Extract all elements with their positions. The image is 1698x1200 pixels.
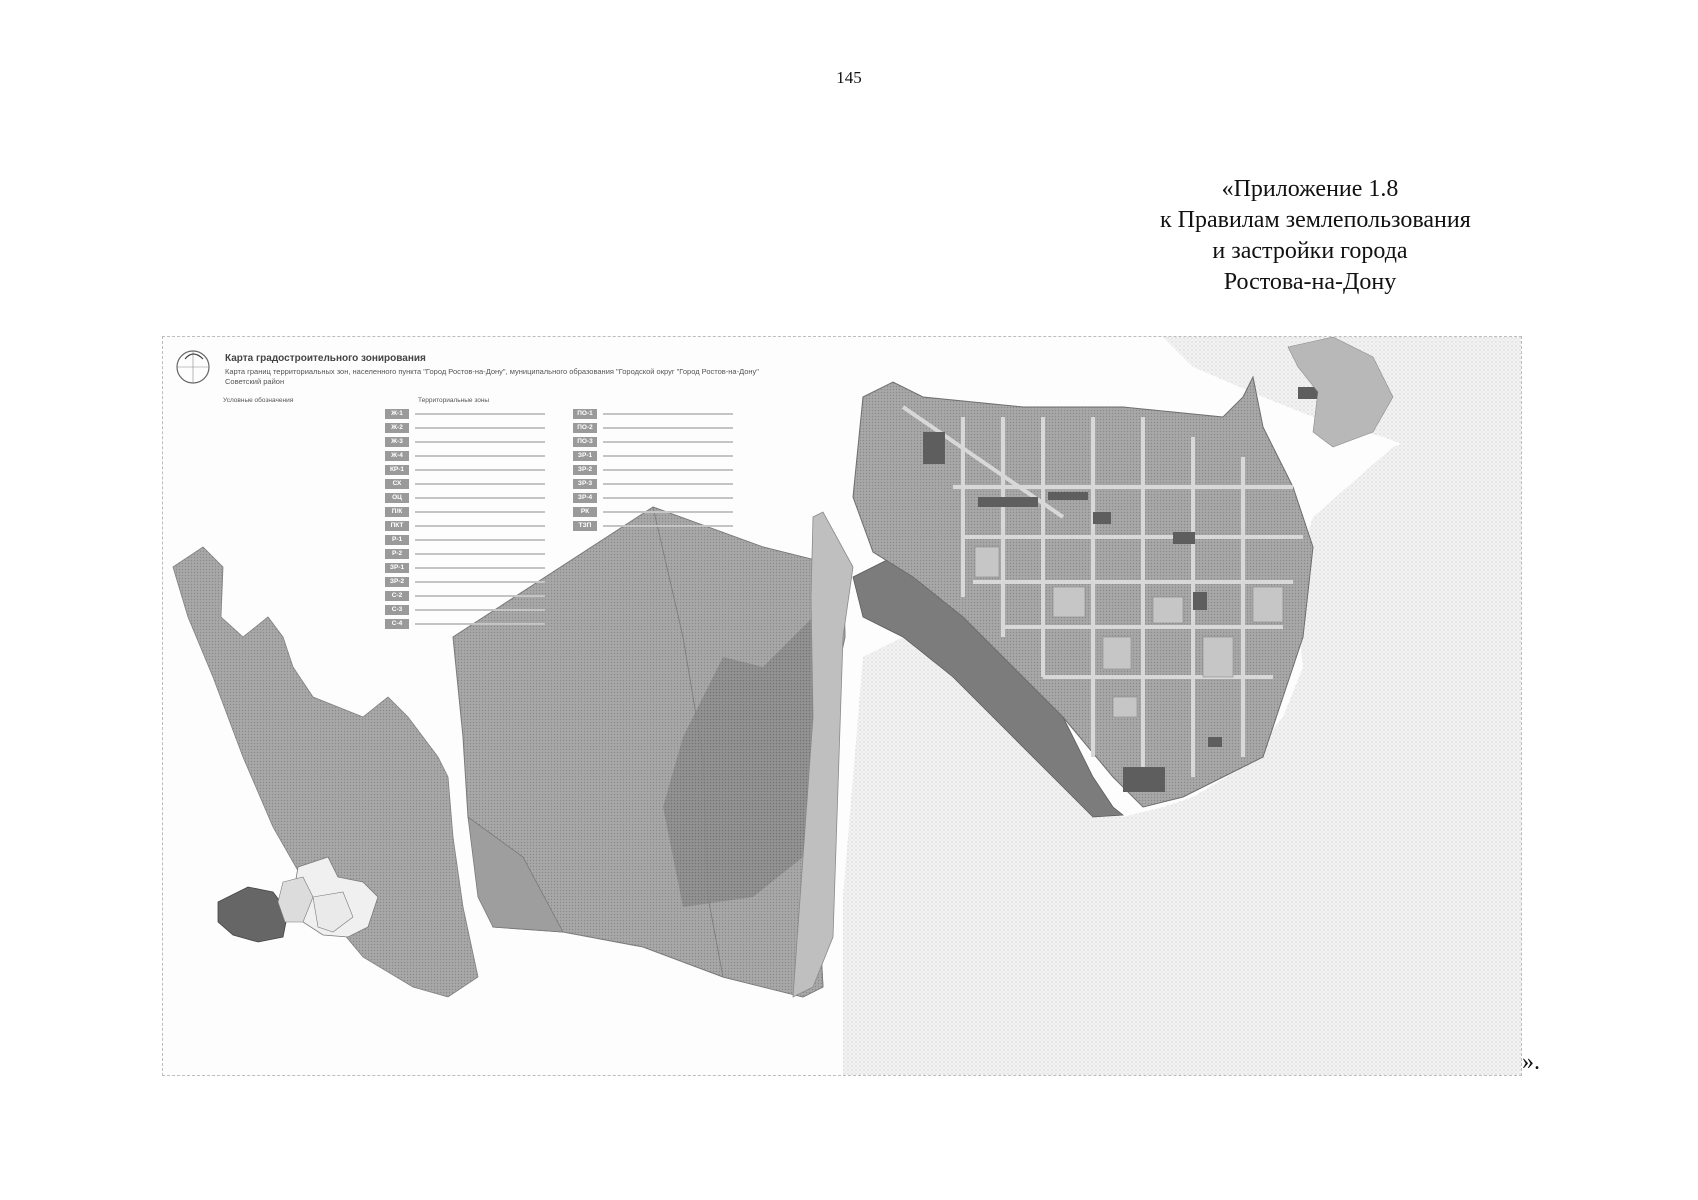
legend-zone-code: ПО-2: [573, 423, 597, 433]
appendix-heading: [1160, 174, 1471, 298]
legend-zone-code: РК: [573, 507, 597, 517]
zoning-map-drawing: [163, 337, 1521, 1075]
legend-zone-code: С-4: [385, 619, 409, 629]
legend-description-line: [603, 413, 733, 415]
zoning-map: [162, 336, 1522, 1076]
legend-zone-code: Ж-3: [385, 437, 409, 447]
legend-zone-code: ТЗП: [573, 521, 597, 531]
legend-zone-code: ЗР-2: [385, 577, 409, 587]
legend-zone-code: Ж-4: [385, 451, 409, 461]
legend-zone-code: ПКТ: [385, 521, 409, 531]
legend-zone-code: С-2: [385, 591, 409, 601]
legend-zone-code: Р-2: [385, 549, 409, 559]
legend-zone-code: С-3: [385, 605, 409, 615]
map-subtitle: Карта границ территориальных зон, населенного пункта "Город Ростов-на-Дону", муниципального образования "Городской округ "Город Ростов-на-Дону" Советский район: [225, 367, 759, 386]
legend-description-line: [415, 511, 545, 513]
legend-description-line: [603, 525, 733, 527]
legend-zone-code: Р-1: [385, 535, 409, 545]
legend-description-line: [415, 581, 545, 583]
legend-description-line: [415, 623, 545, 625]
legend-description-line: [415, 553, 545, 555]
compass-logo-icon: [177, 351, 209, 383]
legend-description-line: [603, 441, 733, 443]
legend-description-line: [415, 441, 545, 443]
legend-description-line: [415, 497, 545, 499]
legend-description-line: [415, 525, 545, 527]
legend-description-line: [415, 595, 545, 597]
legend-zone-code: ЗР-1: [573, 451, 597, 461]
legend-zone-code: ПО-3: [573, 437, 597, 447]
map-title: Карта градостроительного зонирования: [225, 353, 426, 364]
legend-description-line: [603, 483, 733, 485]
legend-zone-code: ПО-1: [573, 409, 597, 419]
legend-description-line: [415, 539, 545, 541]
legend-description-line: [415, 469, 545, 471]
legend-description-line: [603, 427, 733, 429]
appendix-line-4: Ростова-на-Дону: [1223, 269, 1397, 295]
legend-description-line: [415, 483, 545, 485]
legend-zone-code: ЗР-1: [385, 563, 409, 573]
legend-description-line: [415, 609, 545, 611]
legend-zone-code: ЗР-2: [573, 465, 597, 475]
legend-description-line: [415, 413, 545, 415]
legend-description-line: [415, 567, 545, 569]
appendix-line-1: «Приложение 1.8: [1221, 176, 1399, 202]
legend-right-title: Территориальные зоны: [418, 397, 490, 404]
legend-description-line: [603, 511, 733, 513]
legend-zone-code: Ж-1: [385, 409, 409, 419]
appendix-line-3: и застройки города: [1212, 238, 1408, 264]
page-number: 145: [836, 68, 862, 87]
legend-description-line: [415, 455, 545, 457]
legend-description-line: [603, 497, 733, 499]
legend-zone-code: Ж-2: [385, 423, 409, 433]
appendix-line-2: к Правилам землепользования: [1160, 207, 1471, 233]
legend-zone-code: ЗР-4: [573, 493, 597, 503]
legend-zone-code: П/К: [385, 507, 409, 517]
closing-quote-mark: ».: [1522, 1049, 1540, 1075]
legend-description-line: [603, 455, 733, 457]
legend-description-line: [415, 427, 545, 429]
legend-description-line: [603, 469, 733, 471]
legend-zone-code: СХ: [385, 479, 409, 489]
legend-zone-code: КР-1: [385, 465, 409, 475]
legend-zone-code: ЗР-3: [573, 479, 597, 489]
legend-left-title: Условные обозначения: [223, 397, 294, 404]
legend-zone-code: ОЦ: [385, 493, 409, 503]
